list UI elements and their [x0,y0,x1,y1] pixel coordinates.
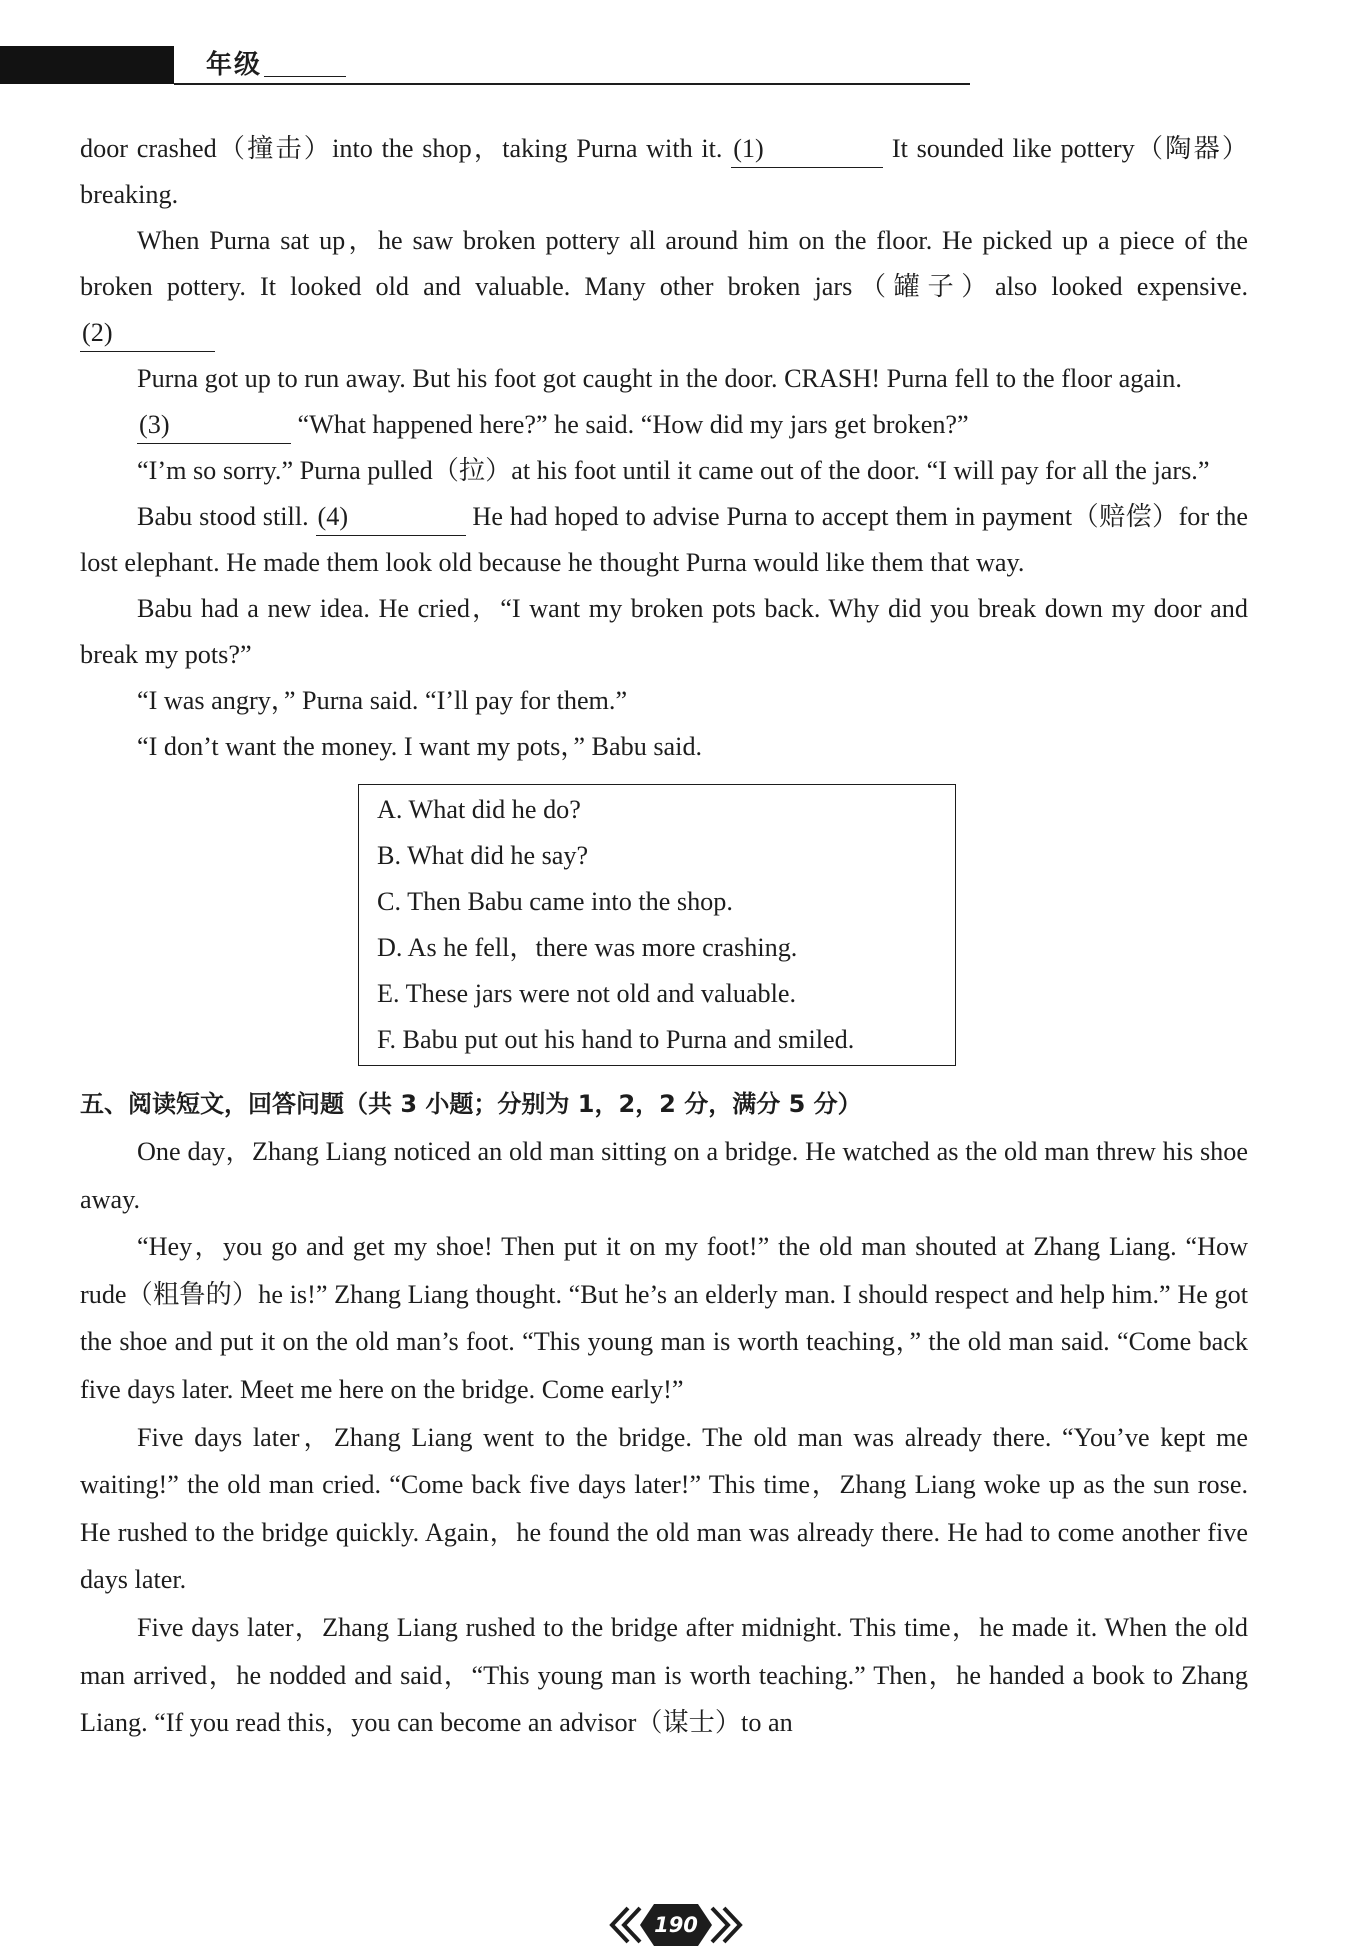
passage-paragraph: Five days later，Zhang Liang went to the bridge. The old man was already there. “You’ve kept me waiting!” the old man cried. “Come back five days later!” This time，Zhang Liang woke up as the sun rose. He rushed to the bridge quickly. Again，he found the old man was already there. He had to come another five days later. [80,1422,1248,1595]
paragraph-text: door crashed（撞击）into the shop，taking Purna with it. [80,134,723,163]
passage-paragraph [80,218,1248,356]
option-d: D. As he fell，there was more crashing. [377,933,798,962]
passage-paragraph [80,126,1248,218]
grade-label: 年级 [206,50,263,80]
answer-blank-4[interactable]: (4) [316,499,466,536]
grade-fill-line [264,76,346,77]
answer-blank-1[interactable]: (1) [731,131,883,168]
option-e: E. These jars were not old and valuable. [377,979,797,1008]
passage-paragraph: “I don’t want the money. I want my pots，” Babu said. [137,732,703,761]
option-b: B. What did he say? [377,841,589,870]
passage-paragraph: Purna got up to run away. But his foot got caught in the door. CRASH! Purna fell to the floor again. [137,364,1182,393]
paragraph-text: He had hoped to advise Purna to accept them in payment（赔偿）for the lost elephant. He made them look old because he thought Purna would like them that way. [80,502,1248,577]
passage-paragraph [80,494,1248,586]
header-rule [174,83,970,85]
passage-paragraph [80,402,1248,448]
options-box [358,784,956,1066]
passage-paragraph: One day，Zhang Liang noticed an old man sitting on a bridge. He watched as the old man threw his shoe away. [80,1137,1248,1214]
section-title: 五、阅读短文，回答问题（共 3 小题；分别为 1，2，2 分，满分 5 分） [80,1090,862,1118]
passage-paragraph: Babu had a new idea. He cried，“I want my broken pots back. Why did you break down my door and break my pots?” [80,594,1248,669]
answer-blank-3[interactable]: (3) [137,407,291,444]
passage-paragraph: “I was angry，” Purna said. “I’ll pay for them.” [137,686,628,715]
paragraph-text: “What happened here?” he said. “How did my jars get broken?” [291,410,969,439]
option-c: C. Then Babu came into the shop. [377,887,733,916]
passage-paragraph: “Hey，you go and get my shoe! Then put it on my foot!” the old man shouted at Zhang Liang. “How rude（粗鲁的）he is!” Zhang Liang thought. “But he’s an elderly man. I should respect and help him.” He got the shoe and put it on the old man’s foot. “This young man is worth teaching，” the old man said. “Come back five days later. Meet me here on the bridge. Come early!” [80,1232,1248,1404]
passage-paragraph: “I’m so sorry.” Purna pulled（拉）at his foot until it came out of the door. “I will pay for all the jars.” [137,456,1210,485]
passage-paragraph: Five days later，Zhang Liang rushed to the bridge after midnight. This time，he made it. When the old man arrived，he nodded and said，“This young man is worth teaching.” Then，he handed a book to Zhang Liang. “If you read this，you can become an advisor（谋士）to an [80,1612,1248,1738]
header-black-bar [0,46,174,84]
option-a: A. What did he do? [377,795,581,824]
answer-blank-2[interactable]: (2) [80,315,215,352]
option-f: F. Babu put out his hand to Purna and smiled. [377,1025,855,1054]
paragraph-text: When Purna sat up，he saw broken pottery all around him on the floor. He picked up a piece of the broken pottery. It looked old and valuable. Many other broken jars（罐子）also looked expensive. [80,226,1248,301]
paragraph-text: It sounded like pottery（陶器）breaking. [80,134,1249,209]
page-number-badge [606,1900,746,1950]
page-content [80,126,1248,1747]
paragraph-text: Babu stood still. [137,502,309,531]
page-number: 190 [654,1913,698,1937]
